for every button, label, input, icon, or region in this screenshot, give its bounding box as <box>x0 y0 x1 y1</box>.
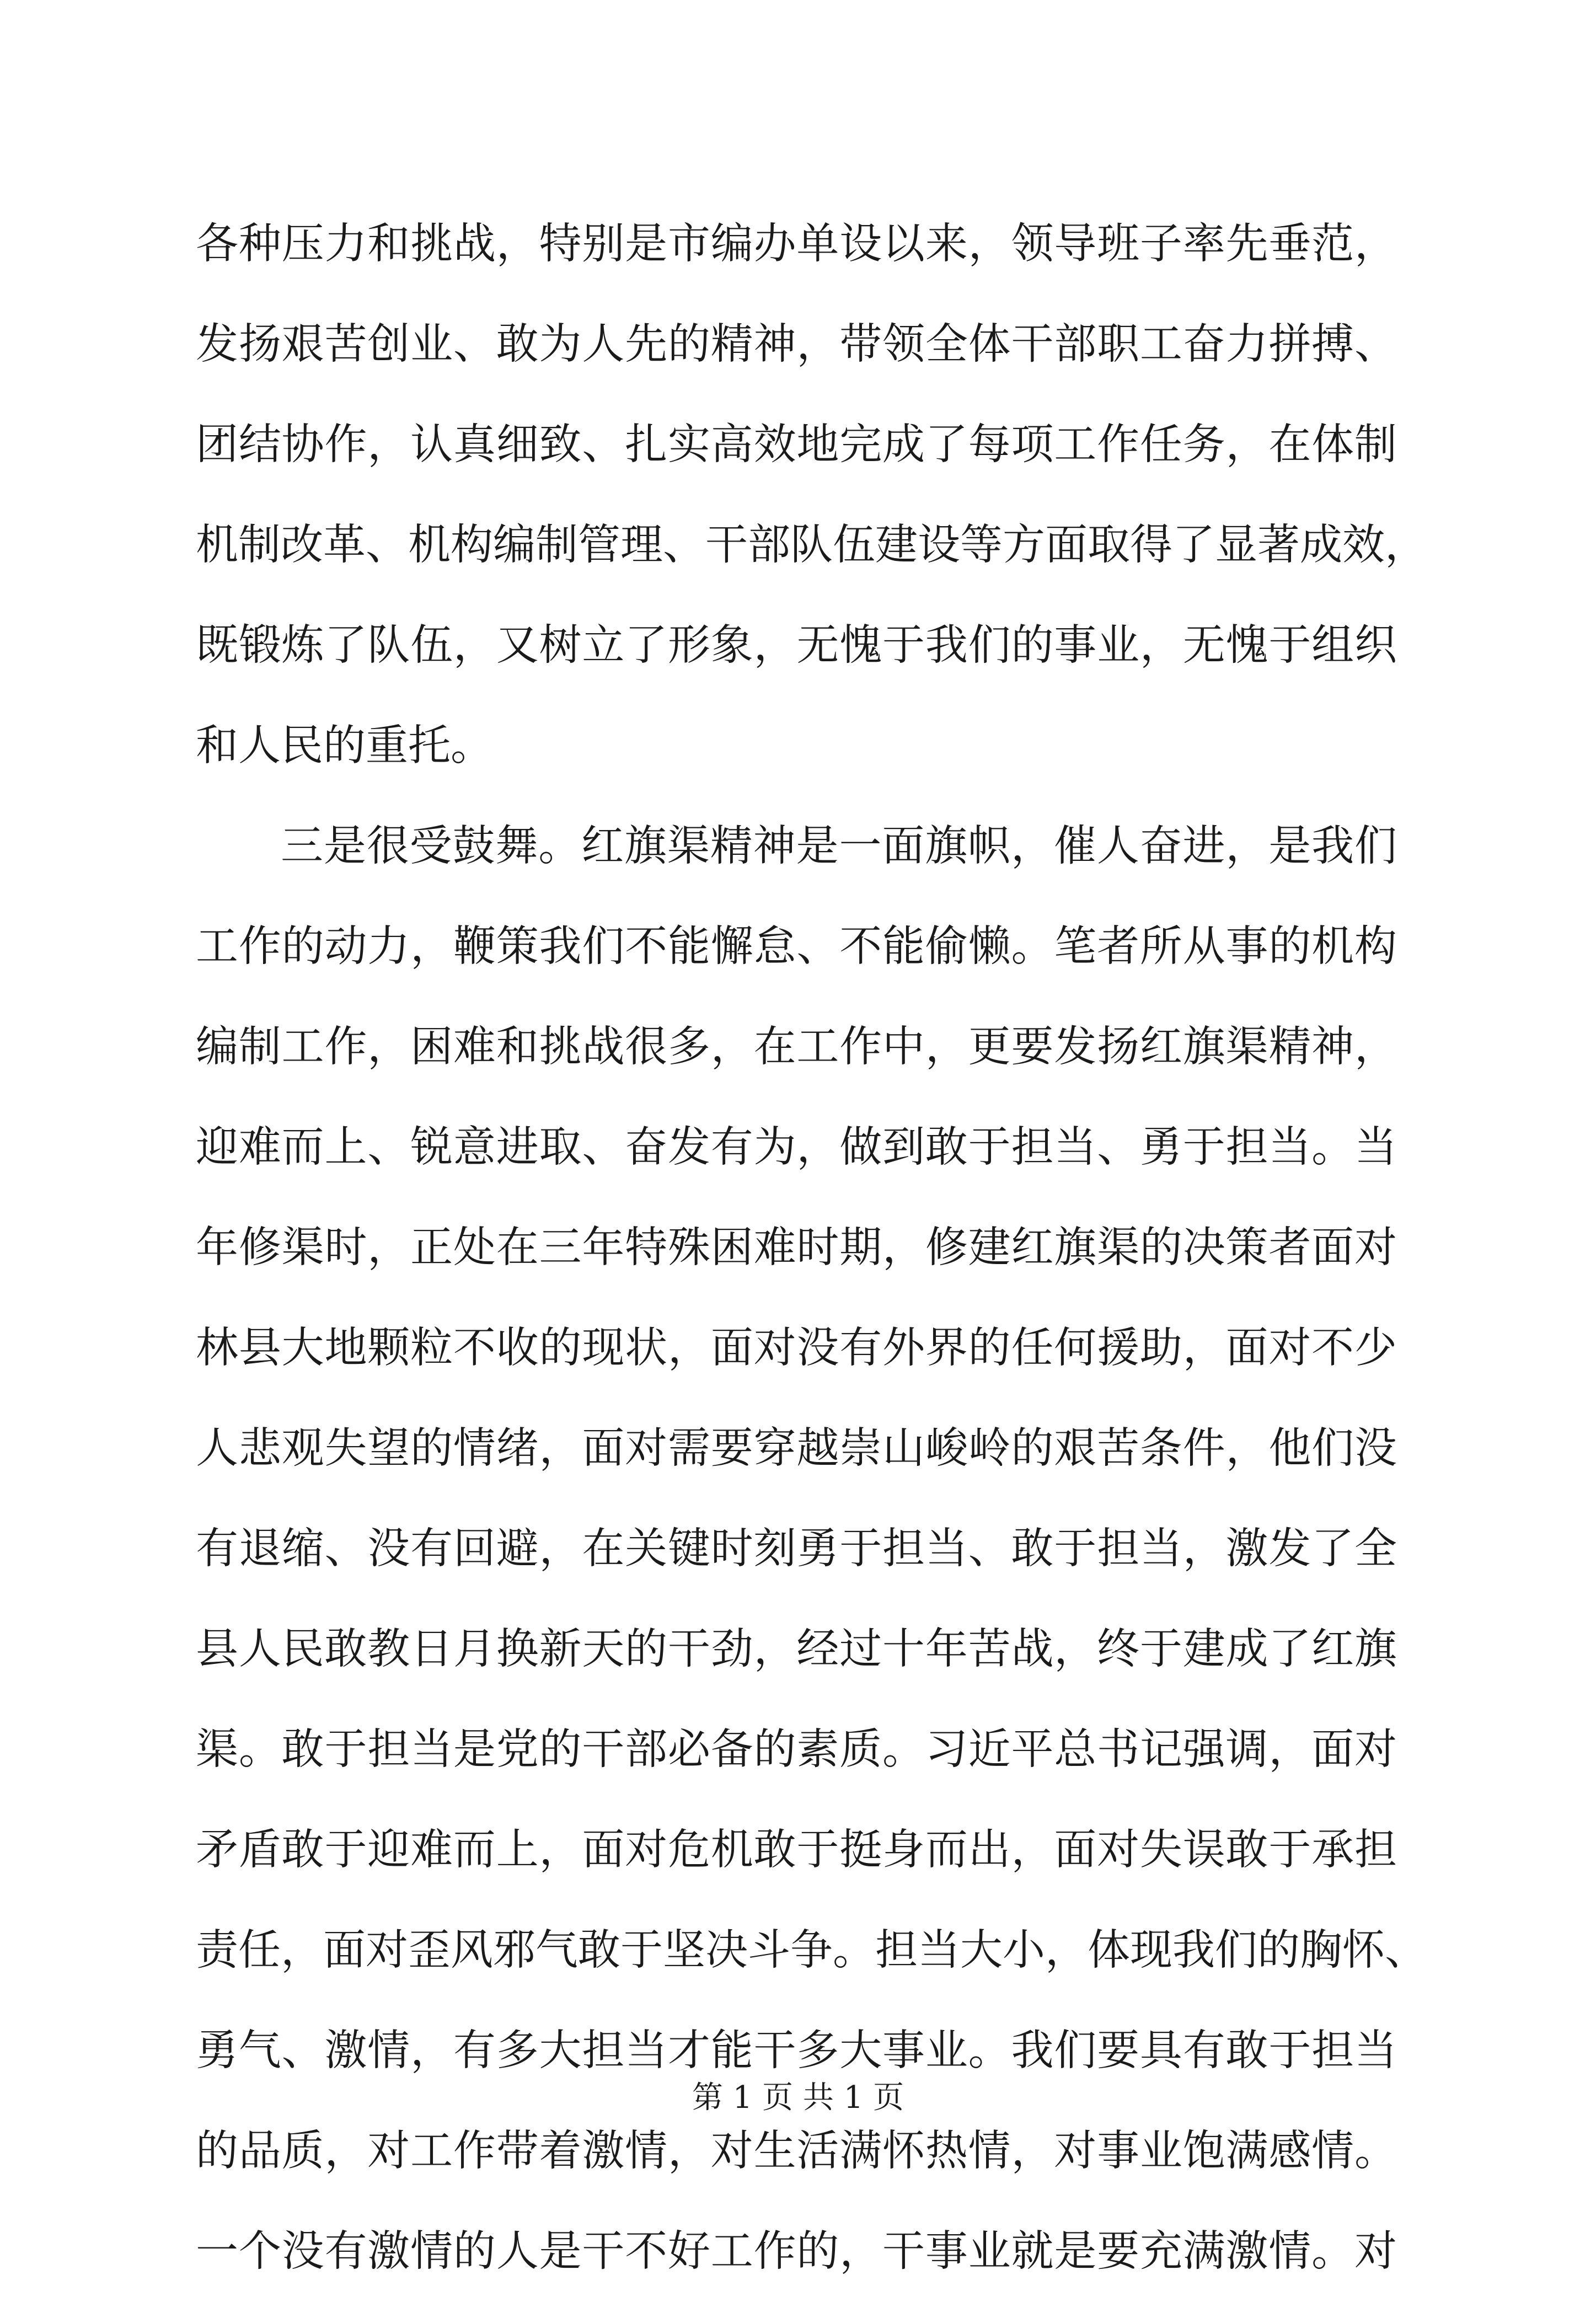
paragraph-line: 发扬艰苦创业、敢为人先的精神，带领全体干部职工奋力拼搏、 <box>196 320 1397 369</box>
paragraph-line: 团结协作，认真细致、扎实高效地完成了每项工作任务，在体制 <box>196 420 1397 469</box>
document-body <box>196 194 1427 2302</box>
paragraph-line: 勇气、激情，有多大担当才能干多大事业。我们要具有敢于担当 <box>196 2026 1397 2075</box>
paragraph-line: 的品质，对工作带着激情，对生活满怀热情，对事业饱满感情。 <box>196 2127 1397 2176</box>
paragraph-line: 机制改革、机构编制管理、干部队伍建设等方面取得了显著成效， <box>196 521 1427 570</box>
paragraph-line: 责任，面对歪风邪气敢于坚决斗争。担当大小，体现我们的胸怀、 <box>196 1926 1427 1975</box>
paragraph-line: 渠。敢于担当是党的干部必备的素质。习近平总书记强调，面对 <box>196 1725 1397 1774</box>
paragraph-line: 各种压力和挑战，特别是市编办单设以来，领导班子率先垂范， <box>196 220 1397 269</box>
paragraph-line: 县人民敢教日月换新天的干劲，经过十年苦战，终于建成了红旗 <box>196 1625 1397 1674</box>
paragraph-2 <box>196 796 1427 2302</box>
paragraph-1 <box>196 194 1427 796</box>
paragraph-line: 迎难而上、锐意进取、奋发有为，做到敢于担当、勇于担当。当 <box>196 1123 1397 1172</box>
page-footer <box>0 2078 1596 2118</box>
paragraph-line: 编制工作，困难和挑战很多，在工作中，更要发扬红旗渠精神， <box>196 1022 1397 1072</box>
paragraph-line: 既锻炼了队伍，又树立了形象，无愧于我们的事业，无愧于组织 <box>196 621 1397 670</box>
paragraph-line: 工作的动力，鞭策我们不能懈怠、不能偷懒。笔者所从事的机构 <box>196 922 1397 971</box>
paragraph-line: 三是很受鼓舞。红旗渠精神是一面旗帜，催人奋进，是我们 <box>281 822 1397 871</box>
paragraph-line: 一个没有激情的人是干不好工作的，干事业就是要充满激情。对 <box>196 2227 1397 2276</box>
paragraph-line: 矛盾敢于迎难而上，面对危机敢于挺身而出，面对失误敢于承担 <box>196 1825 1397 1875</box>
paragraph-line: 人悲观失望的情绪，面对需要穿越崇山峻岭的艰苦条件，他们没 <box>196 1424 1397 1473</box>
paragraph-line: 和人民的重托。 <box>196 721 493 770</box>
paragraph-line: 年修渠时，正处在三年特殊困难时期，修建红旗渠的决策者面对 <box>196 1223 1397 1272</box>
page-number-label: 第 1 页 共 1 页 <box>692 2080 904 2116</box>
paragraph-line: 林县大地颗粒不收的现状，面对没有外界的任何援助，面对不少 <box>196 1324 1397 1373</box>
paragraph-line: 有退缩、没有回避，在关键时刻勇于担当、敢于担当，激发了全 <box>196 1524 1397 1573</box>
